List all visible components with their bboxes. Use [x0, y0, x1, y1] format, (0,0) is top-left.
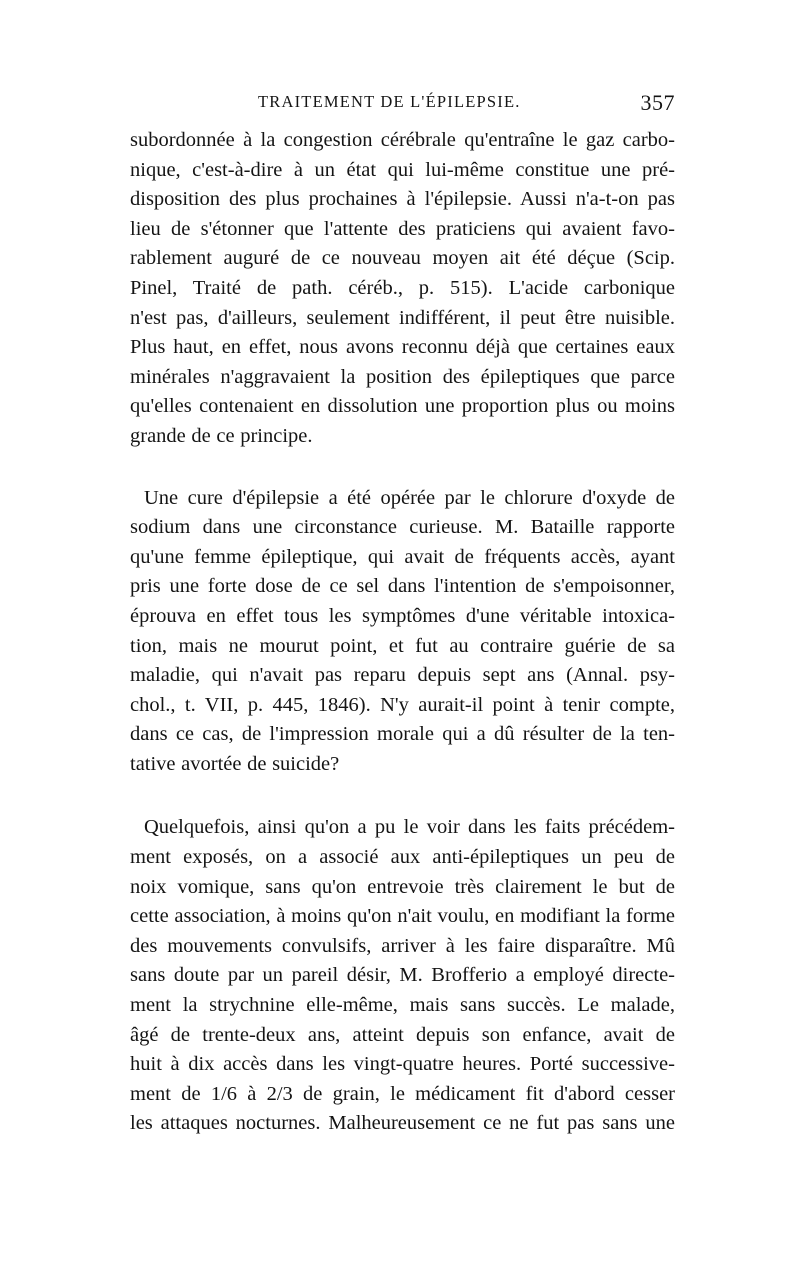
text-line: Pinel, Traité de path. céréb., p. 515). L'acide carbonique	[130, 276, 675, 299]
text-line: n'est pas, d'ailleurs, seulement indifférent, il peut être nuisible.	[130, 306, 675, 329]
text-line: ment de 1/6 à 2/3 de grain, le médicament fit d'abord cesser	[130, 1082, 675, 1105]
text-line: les attaques nocturnes. Malheureusement ce ne fut pas sans une	[130, 1112, 675, 1135]
text-line: tion, mais ne mourut point, et fut au contraire guérie de sa	[130, 634, 675, 657]
text-line: disposition des plus prochaines à l'épilepsie. Aussi n'a-t-on pas	[130, 188, 675, 211]
text-line: sodium dans une circonstance curieuse. M. Bataille rapporte	[130, 516, 675, 539]
paragraph-1	[130, 126, 675, 452]
page-number: 357	[640, 90, 675, 115]
text-line: chol., t. VII, p. 445, 1846). N'y aurait-il point à tenir compte,	[130, 693, 675, 716]
text-line: cette association, à moins qu'on n'ait voulu, en modifiant la forme	[130, 905, 675, 928]
text-line: nique, c'est-à-dire à un état qui lui-même constitue une pré-	[130, 158, 675, 181]
text-line: âgé de trente-deux ans, atteint depuis son enfance, avait de	[130, 1023, 675, 1046]
text-line: rablement auguré de ce nouveau moyen ait été déçue (Scip.	[130, 247, 675, 270]
text-line: Plus haut, en effet, nous avons reconnu déjà que certaines eaux	[130, 336, 675, 359]
book-page	[130, 90, 675, 1139]
text-line: lieu de s'étonner que l'attente des praticiens qui avaient favo-	[130, 217, 675, 240]
text-line: tative avortée de suicide?	[130, 752, 340, 775]
running-head-title: TRAITEMENT DE L'ÉPILEPSIE.	[258, 92, 521, 111]
text-line: dans ce cas, de l'impression morale qui a dû résulter de la ten-	[130, 723, 675, 746]
text-line: Quelquefois, ainsi qu'on a pu le voir dans les faits précédem-	[144, 816, 675, 839]
text-line: huit à dix accès dans les vingt-quatre heures. Porté successive-	[130, 1053, 675, 1076]
text-line: éprouva en effet tous les symptômes d'une véritable intoxica-	[130, 604, 675, 627]
text-line: qu'elles contenaient en dissolution une proportion plus ou moins	[130, 395, 675, 418]
running-head	[130, 90, 675, 124]
text-line: ment la strychnine elle-même, mais sans succès. Le malade,	[130, 994, 675, 1017]
text-line: grande de ce principe.	[130, 424, 313, 447]
text-line: sans doute par un pareil désir, M. Brofferio a employé directe-	[130, 964, 675, 987]
text-line: minérales n'aggravaient la position des épileptiques que parce	[130, 365, 675, 388]
text-line: ment exposés, on a associé aux anti-épileptiques un peu de	[130, 846, 675, 869]
text-line: pris une forte dose de ce sel dans l'intention de s'empoisonner,	[130, 575, 675, 598]
text-line: subordonnée à la congestion cérébrale qu'entraîne le gaz carbo-	[130, 129, 675, 151]
text-line: Une cure d'épilepsie a été opérée par le chlorure d'oxyde de	[144, 486, 675, 509]
text-line: qu'une femme épileptique, qui avait de fréquents accès, ayant	[130, 545, 675, 568]
paragraph-2	[130, 484, 675, 780]
text-line: des mouvements convulsifs, arriver à les faire disparaître. Mû	[130, 934, 675, 957]
text-line: maladie, qui n'avait pas reparu depuis sept ans (Annal. psy-	[130, 664, 675, 687]
paragraph-3	[130, 813, 675, 1139]
text-line: noix vomique, sans qu'on entrevoie très clairement le but de	[130, 875, 675, 898]
